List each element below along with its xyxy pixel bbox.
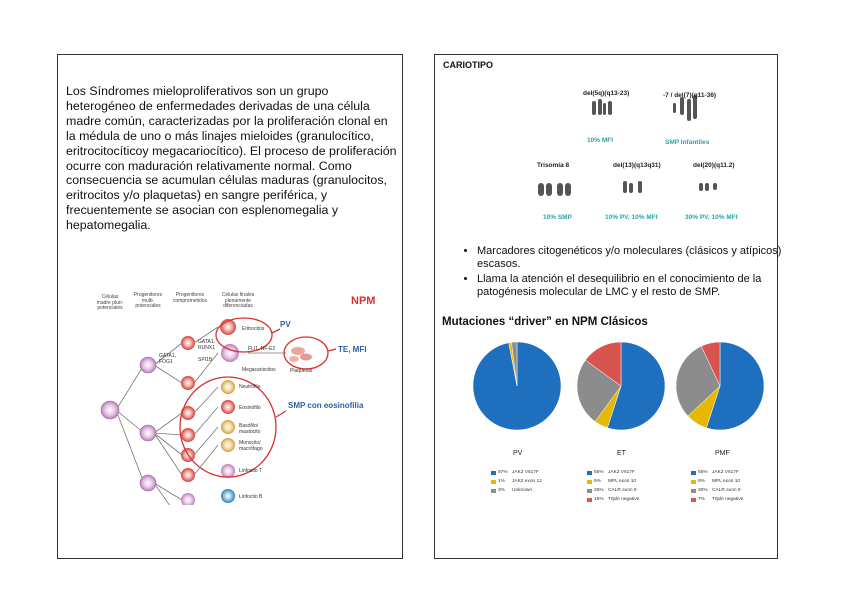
karyotype-note-trisomy8: 10% SMP bbox=[543, 214, 572, 221]
cell-label-eritrocitos: Eritrocitos bbox=[242, 326, 265, 332]
karyotype-title-del20: del(20)(q11.2) bbox=[693, 162, 735, 169]
cell-label-megacariocitos: Megacariocitos bbox=[242, 367, 276, 373]
karyotype-note-del20: 30% PV, 10% MFI bbox=[685, 214, 738, 221]
legend-label: JAK2 V617F bbox=[608, 470, 635, 475]
legend-percent: 25% bbox=[594, 487, 604, 493]
legend-row bbox=[691, 478, 743, 487]
pie-title-et: ET bbox=[617, 450, 626, 457]
karyotype-title-del5q: del(5q)(q13-23) bbox=[583, 90, 630, 97]
header-stem-cells: Células madre pluri-potenciales bbox=[96, 294, 124, 311]
pie-title-pmf: PMF bbox=[715, 450, 730, 457]
legend-label: Triple negative bbox=[712, 496, 744, 502]
legend-label: MPL exon 10 bbox=[712, 478, 741, 484]
legend-percent: 2% bbox=[498, 487, 505, 493]
legend-swatch bbox=[491, 471, 496, 475]
karyotype-title-del13: del(13)(q13q31) bbox=[613, 162, 661, 169]
legend-label: MPL exon 10 bbox=[608, 478, 637, 484]
cell-label-neutrofilo: Neutrófilo bbox=[239, 384, 261, 390]
findings-list bbox=[463, 245, 789, 301]
cell-label-basofilo: Basófilo/ mastocito bbox=[239, 423, 261, 435]
legend-row bbox=[587, 469, 639, 478]
legend-percent: 97% bbox=[498, 470, 508, 475]
cell-label-linfocito-b: Linfocito B bbox=[239, 494, 263, 500]
karyotype-note-del5q: 10% MFI bbox=[587, 137, 614, 144]
factor-gata1-fog1: GATA1, FOG1 bbox=[159, 353, 177, 365]
legend-label: CALR exon 9 bbox=[712, 487, 741, 493]
factor-gata1-runx1: GATA1, RUNX1 bbox=[198, 339, 216, 351]
karyotype-note-del13: 10% PV, 10% MFI bbox=[605, 214, 658, 221]
mutation-pie-charts bbox=[435, 335, 779, 445]
intro-paragraph: Los Síndromes mieloproliferativos son un grupo heterogéneo de enfermedades derivadas de una célula madre común, caracterizadas por la proliferación clonal en la médula de uno o más linajes mieloides (granulocítico, eritrocitocíticoy megacariocítico). El proceso de proliferación ocurre con maduración relativamente normal. Como consecuencia se acumulan células maduras (granulocitos, eritrocitos y/o plaquetas) en sangre periférica, y frecuentemente se asocian con esplenomegalia y hepatomegalia. bbox=[66, 84, 397, 233]
left-slide-panel bbox=[57, 54, 403, 559]
legend-row bbox=[491, 487, 542, 496]
legend-percent: 30% bbox=[698, 487, 708, 493]
legend-percent: 55% bbox=[698, 470, 708, 475]
legend-row bbox=[491, 478, 542, 487]
factor-spi1b: SPI1B bbox=[198, 357, 213, 363]
legend-percent: 5% bbox=[594, 478, 601, 484]
annotation-smp-eosinofilia: SMP con eosinofilia bbox=[288, 401, 364, 410]
pie-chart-pv bbox=[473, 342, 561, 430]
cell-label-monocito: Monocito/ macrófago bbox=[239, 440, 263, 452]
legend-row bbox=[491, 469, 542, 478]
legend-label: JAK2 V617F bbox=[712, 470, 739, 475]
cell-label-plaquetas: Plaquetas bbox=[290, 368, 313, 374]
legend-swatch bbox=[691, 498, 696, 502]
legend-swatch bbox=[491, 480, 496, 484]
factor-fli1-nfe2: FLI1, NF-E2 bbox=[248, 346, 276, 352]
legend-swatch bbox=[491, 489, 496, 493]
pie-chart-et bbox=[577, 342, 665, 430]
legend-label: JAK2 exon 12 bbox=[512, 478, 542, 484]
npm-label: NPM bbox=[351, 295, 376, 307]
karyotype-title-del7: -7 / del(7)(q11-36) bbox=[663, 92, 717, 99]
legend-percent: 8% bbox=[698, 478, 705, 484]
cell-label-linfocito-t: Linfocito T bbox=[239, 468, 262, 474]
legend-row bbox=[587, 478, 639, 487]
legend-et bbox=[587, 469, 639, 505]
header-committed: Progenitores comprometidos bbox=[172, 292, 208, 304]
legend-percent: 1% bbox=[498, 478, 505, 484]
legend-percent: 7% bbox=[698, 496, 705, 502]
legend-row bbox=[691, 487, 743, 496]
karyotype-images bbox=[435, 55, 779, 235]
legend-label: Unknown bbox=[512, 487, 532, 493]
karyotype-title-trisomy8: Trisomía 8 bbox=[537, 162, 570, 169]
legend-swatch bbox=[587, 471, 592, 475]
legend-swatch bbox=[587, 498, 592, 502]
karyotype-note-del7: SMP Infantiles bbox=[665, 139, 710, 146]
list-item: • Llama la atención el desequilibrio en el conocimiento de la patogénesis molecular de LMC y el resto de SMP. bbox=[477, 273, 789, 300]
right-slide-panel bbox=[434, 54, 782, 559]
legend-swatch bbox=[587, 489, 592, 493]
cell-label-eosinofilo: Eosinófilo bbox=[239, 405, 261, 411]
header-mature: Células finales plenamente diferenciadas bbox=[221, 292, 255, 309]
legend-row bbox=[691, 469, 743, 478]
pie-title-pv: PV bbox=[513, 450, 523, 457]
legend-swatch bbox=[691, 489, 696, 493]
legend-pv bbox=[491, 469, 542, 496]
legend-swatch bbox=[691, 480, 696, 484]
legend-swatch bbox=[691, 471, 696, 475]
annotation-te-mfi: TE, MFI bbox=[338, 345, 367, 354]
annotation-pv: PV bbox=[280, 320, 291, 329]
list-item: • Marcadores citogenéticos y/o moleculares (clásicos y atípicos) escasos. bbox=[477, 245, 789, 272]
legend-label: CALR exon 9 bbox=[608, 487, 637, 493]
legend-percent: 15% bbox=[594, 496, 604, 502]
cariotipo-title: CARIOTIPO bbox=[443, 60, 494, 70]
legend-label: Triple negative bbox=[608, 496, 640, 502]
legend-label: JAK2 V617F bbox=[512, 470, 539, 475]
legend-swatch bbox=[587, 480, 592, 484]
legend-percent: 55% bbox=[594, 470, 604, 475]
legend-row bbox=[691, 496, 743, 505]
legend-pmf bbox=[691, 469, 743, 505]
pie-chart-pmf bbox=[676, 342, 764, 430]
legend-row bbox=[587, 496, 639, 505]
legend-row bbox=[587, 487, 639, 496]
mutations-title: Mutaciones “driver” en NPM Clásicos bbox=[442, 316, 648, 328]
header-multipotent: Progenitores multi-potenciales bbox=[133, 292, 163, 309]
